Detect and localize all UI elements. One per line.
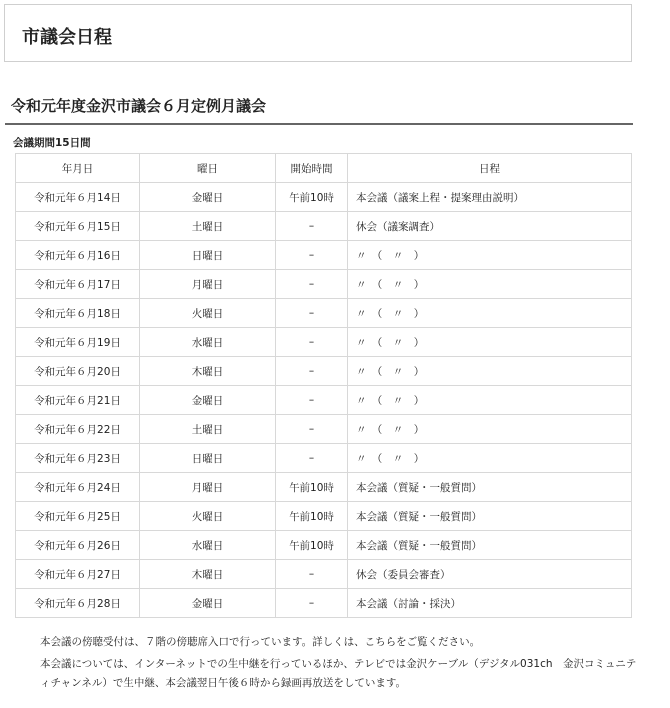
cell-date: 令和元年６月20日 (16, 357, 140, 386)
cell-weekday: 金曜日 (140, 183, 276, 212)
cell-schedule: 本会議（質疑・一般質問） (348, 502, 632, 531)
table-row (16, 212, 632, 241)
section-title: 令和元年度金沢市議会６月定例月議会 (11, 97, 267, 115)
note-gallery-tail: をご覧ください。 (396, 636, 481, 648)
cell-weekday: 火曜日 (140, 502, 276, 531)
page-title-box (4, 4, 632, 62)
cell-date: 令和元年６月28日 (16, 589, 140, 618)
cell-weekday: 日曜日 (140, 444, 276, 473)
cell-start-time: 午前10時 (276, 531, 348, 560)
cell-start-time: – (276, 560, 348, 589)
cell-weekday: 月曜日 (140, 270, 276, 299)
cell-schedule: 〃 （ 〃 ） (348, 415, 632, 444)
cell-date: 令和元年６月18日 (16, 299, 140, 328)
cell-schedule: 〃 （ 〃 ） (348, 386, 632, 415)
cell-weekday: 月曜日 (140, 473, 276, 502)
table-row (16, 415, 632, 444)
cell-date: 令和元年６月17日 (16, 270, 140, 299)
cell-date: 令和元年６月24日 (16, 473, 140, 502)
cell-start-time: 午前10時 (276, 473, 348, 502)
cell-schedule: 本会議（討論・採決） (348, 589, 632, 618)
cell-start-time: – (276, 589, 348, 618)
cell-start-time: – (276, 386, 348, 415)
cell-weekday: 水曜日 (140, 531, 276, 560)
cell-start-time: – (276, 415, 348, 444)
table-header-row (16, 154, 632, 183)
cell-schedule: 〃 （ 〃 ） (348, 299, 632, 328)
cell-date: 令和元年６月22日 (16, 415, 140, 444)
cell-date: 令和元年６月26日 (16, 531, 140, 560)
cell-schedule: 休会（委員会審査） (348, 560, 632, 589)
note-broadcast: 本会議については、インターネットでの生中継を行っているほか、テレビでは金沢ケーブル（デジタル031ch 金沢コミュニティチャンネル）で生中継、本会議翌日午後６時から録画再放送をしています。 (40, 658, 637, 689)
table-row (16, 241, 632, 270)
cell-schedule: 本会議（質疑・一般質問） (348, 531, 632, 560)
cell-schedule: 本会議（議案上程・提案理由説明） (348, 183, 632, 212)
cell-date: 令和元年６月15日 (16, 212, 140, 241)
cell-start-time: – (276, 270, 348, 299)
table-row (16, 444, 632, 473)
table-row (16, 386, 632, 415)
cell-start-time: – (276, 444, 348, 473)
cell-schedule: 本会議（質疑・一般質問） (348, 473, 632, 502)
cell-date: 令和元年６月25日 (16, 502, 140, 531)
details-link[interactable]: こちら (364, 636, 397, 648)
notes (40, 633, 640, 696)
cell-start-time: – (276, 299, 348, 328)
table-row (16, 502, 632, 531)
cell-schedule: 〃 （ 〃 ） (348, 328, 632, 357)
cell-schedule: 休会（議案調査） (348, 212, 632, 241)
cell-schedule: 〃 （ 〃 ） (348, 357, 632, 386)
note-gallery (40, 633, 640, 652)
schedule-table (15, 153, 632, 618)
header-start-time: 開始時間 (276, 154, 348, 183)
table-row (16, 299, 632, 328)
table-row (16, 589, 632, 618)
cell-date: 令和元年６月27日 (16, 560, 140, 589)
cell-weekday: 水曜日 (140, 328, 276, 357)
cell-schedule: 〃 （ 〃 ） (348, 241, 632, 270)
cell-date: 令和元年６月19日 (16, 328, 140, 357)
cell-start-time: – (276, 212, 348, 241)
cell-schedule: 〃 （ 〃 ） (348, 444, 632, 473)
page-title: 市議会日程 (22, 27, 112, 48)
cell-date: 令和元年６月21日 (16, 386, 140, 415)
cell-weekday: 木曜日 (140, 560, 276, 589)
header-date: 年月日 (16, 154, 140, 183)
table-row (16, 328, 632, 357)
cell-start-time: – (276, 357, 348, 386)
meeting-period: 会議期間15日間 (13, 137, 91, 149)
cell-start-time: 午前10時 (276, 502, 348, 531)
section-divider (5, 123, 633, 125)
cell-date: 令和元年６月14日 (16, 183, 140, 212)
header-weekday: 曜日 (140, 154, 276, 183)
cell-date: 令和元年６月16日 (16, 241, 140, 270)
cell-weekday: 火曜日 (140, 299, 276, 328)
cell-weekday: 金曜日 (140, 386, 276, 415)
cell-date: 令和元年６月23日 (16, 444, 140, 473)
cell-start-time: – (276, 241, 348, 270)
table-row (16, 183, 632, 212)
table-row (16, 270, 632, 299)
cell-weekday: 木曜日 (140, 357, 276, 386)
cell-weekday: 金曜日 (140, 589, 276, 618)
note-gallery-text: 本会議の傍聴受付は、７階の傍聴席入口で行っています。詳しくは、 (40, 636, 365, 648)
cell-start-time: 午前10時 (276, 183, 348, 212)
cell-weekday: 日曜日 (140, 241, 276, 270)
table-row (16, 560, 632, 589)
cell-start-time: – (276, 328, 348, 357)
table-row (16, 473, 632, 502)
cell-weekday: 土曜日 (140, 212, 276, 241)
header-schedule: 日程 (348, 154, 632, 183)
table-row (16, 357, 632, 386)
table-row (16, 531, 632, 560)
cell-weekday: 土曜日 (140, 415, 276, 444)
cell-schedule: 〃 （ 〃 ） (348, 270, 632, 299)
